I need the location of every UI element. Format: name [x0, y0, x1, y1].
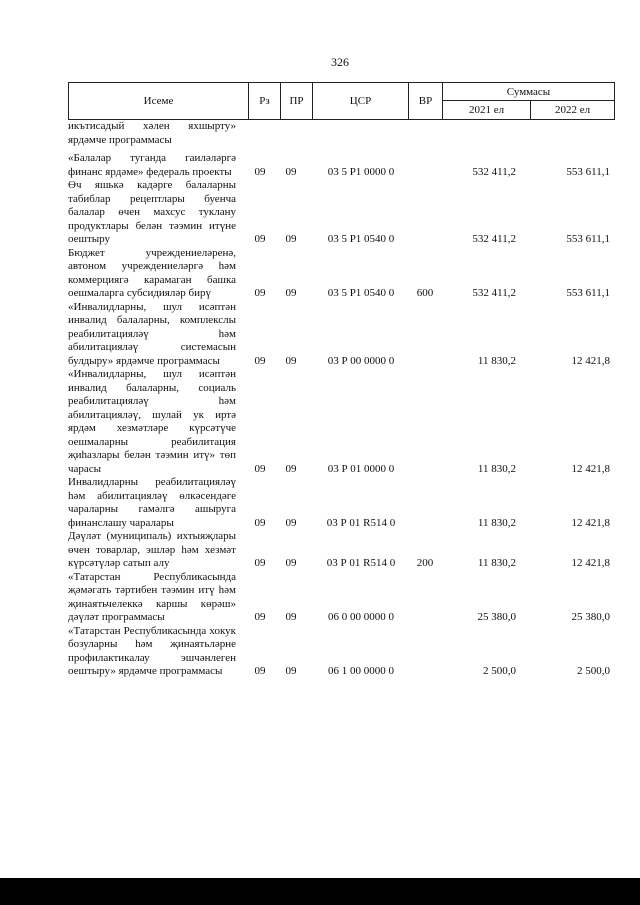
- table-header: [68, 82, 615, 120]
- column-header-pr: ПР: [281, 83, 313, 119]
- row-sum-2021: 532 411,2: [472, 287, 516, 299]
- table-row: [68, 120, 615, 147]
- table-row: [68, 368, 615, 476]
- column-header-year-2021: 2021 ел: [443, 101, 531, 119]
- row-pr: 09: [285, 611, 297, 623]
- row-rz: 09: [254, 354, 266, 367]
- row-name: «Инвалидларны, шул исәптән инвалид балаларны, комплекслы реабилитацияләү һәм абилитацияләү системасын булдыру» ярдәмче программасы: [68, 300, 236, 367]
- row-sum-2022: 12 421,8: [571, 557, 610, 569]
- table-row: [68, 530, 615, 571]
- row-rz: 09: [254, 611, 266, 623]
- row-sum-2022: 25 380,0: [571, 611, 610, 623]
- table-row: [68, 179, 615, 247]
- row-sum-2022: 2 500,0: [577, 665, 610, 677]
- row-name: «Балалар туганда гаиләләргә финанс ярдәме» федераль проекты: [68, 152, 236, 178]
- row-sum-2022: 12 421,8: [571, 462, 610, 475]
- row-sum-2021: 2 500,0: [483, 665, 516, 677]
- row-pr: 09: [285, 665, 297, 677]
- row-rz: 09: [254, 233, 266, 245]
- table-row: [68, 625, 615, 679]
- row-sum-2021: 11 830,2: [477, 516, 516, 529]
- row-rz: 09: [254, 516, 266, 529]
- row-sum-2021: 11 830,2: [477, 557, 516, 569]
- row-csr: 03 5 P1 0540 0: [327, 233, 395, 245]
- table-row: [68, 247, 615, 301]
- table-row: [68, 476, 615, 530]
- budget-table-body: [68, 120, 615, 679]
- row-pr: 09: [285, 287, 297, 299]
- row-sum-2021: 11 830,2: [477, 462, 516, 475]
- row-name: Бюджет учреждениеләренә, автоном учреждениеләргә һәм коммерциягә карамаган башка оешмаларга субсидияләр бирү: [68, 246, 236, 299]
- column-header-vr: ВР: [409, 83, 443, 119]
- column-header-sums: Суммасы: [443, 83, 614, 101]
- row-pr: 09: [285, 462, 297, 475]
- column-header-csr: ЦСР: [313, 83, 409, 119]
- row-name: Өч яшькә кадәрге балаларны табиблар рецептлары буенча балалар өчен махсус туклану продуктлары белән тәэмин итүне оештыру: [68, 179, 236, 245]
- column-header-year-2022: 2022 ел: [554, 104, 591, 116]
- row-rz: 09: [254, 557, 266, 569]
- row-sum-2022: 553 611,1: [566, 287, 610, 299]
- row-name: «Татарстан Республикасында җәмәгать тәртибен тәэмин итү һәм җинаятьчелеккә каршы көрәш» дәүләт программасы: [68, 570, 236, 623]
- row-rz: 09: [254, 665, 266, 677]
- page-number: 326: [331, 55, 349, 69]
- row-name: икътисадый хәлен яхшырту» ярдәмче программасы: [68, 120, 236, 146]
- row-sum-2022: 12 421,8: [571, 516, 610, 529]
- row-sum-2021: 532 411,2: [472, 165, 516, 178]
- row-sum-2022: 12 421,8: [571, 354, 610, 367]
- row-name: «Инвалидларны, шул исәптән инвалид балаларны, социаль реабилитацияләү һәм абилитацияләү, шулай ук иртә ярдәм хезмәтләре күрсәтүче оешмаларны реабилитация җиһазлары белән тәэмин итү» төп чарасы: [68, 368, 236, 475]
- row-csr: 03 Р 01 R514 0: [326, 557, 396, 569]
- scan-edge-bar: [0, 878, 640, 905]
- row-name: Дәүләт (муниципаль) ихтыяҗлары өчен товарлар, эшләр һәм хезмәт күрсәтүләр сатып алу: [68, 530, 236, 569]
- row-sum-2022: 553 611,1: [566, 165, 610, 178]
- row-csr: 03 Р 01 R514 0: [326, 516, 396, 529]
- column-header-name: Исеме: [69, 83, 249, 119]
- row-rz: 09: [254, 287, 266, 299]
- row-vr: 600: [416, 287, 434, 299]
- row-pr: 09: [285, 165, 297, 178]
- row-csr: 06 1 00 0000 0: [328, 665, 394, 677]
- row-name: «Татарстан Республикасында хокук бозуларны һәм җинаятьләрне профилактикалау эшчәнлеген оештыру» ярдәмче программасы: [68, 624, 236, 677]
- row-rz: 09: [254, 462, 266, 475]
- row-name: Инвалидларны реабилитацияләү һәм абилитацияләү өлкәсендәге чараларны гамәлгә ашыруга финанслашу чаралары: [68, 476, 236, 529]
- table-row: [68, 571, 615, 625]
- row-pr: 09: [285, 354, 297, 367]
- row-vr: 200: [416, 557, 434, 569]
- row-csr: 06 0 00 0000 0: [328, 611, 394, 623]
- row-csr: 03 Р 00 0000 0: [327, 354, 395, 367]
- row-pr: 09: [285, 516, 297, 529]
- table-row: [68, 301, 615, 369]
- row-sum-2021: 25 380,0: [477, 611, 516, 623]
- row-rz: 09: [254, 165, 266, 178]
- row-csr: 03 Р 01 0000 0: [327, 462, 395, 475]
- row-csr: 03 5 P1 0000 0: [327, 165, 395, 178]
- row-sum-2022: 553 611,1: [566, 233, 610, 245]
- table-row: [68, 152, 615, 179]
- row-pr: 09: [285, 557, 297, 569]
- row-sum-2021: 11 830,2: [477, 354, 516, 367]
- row-sum-2021: 532 411,2: [472, 233, 516, 245]
- column-header-rz: Рз: [249, 83, 281, 119]
- row-pr: 09: [285, 233, 297, 245]
- row-csr: 03 5 P1 0540 0: [327, 287, 395, 299]
